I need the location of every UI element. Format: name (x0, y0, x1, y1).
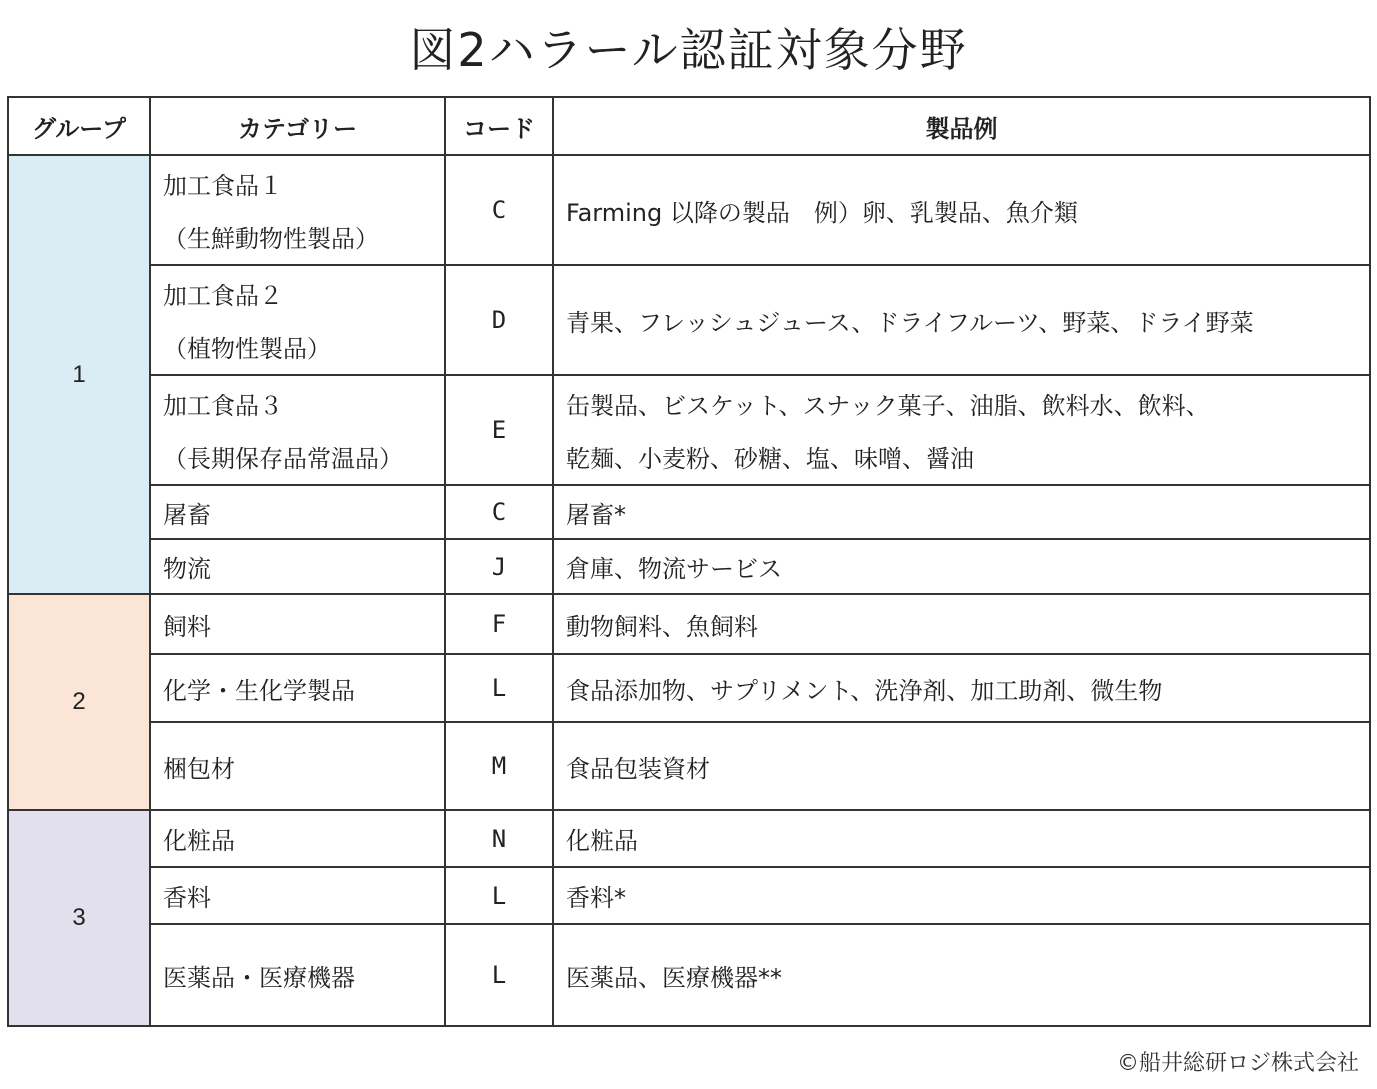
table-header-row (8, 97, 1370, 155)
copyright-text: ©船井総研ロジ株式会社 (1116, 1051, 1359, 1076)
category-cell (150, 155, 445, 265)
group-3-cell: 3 (8, 810, 150, 1026)
code-cell: E (445, 375, 553, 485)
code-cell: L (445, 867, 553, 924)
category-cell: 屠畜 (150, 485, 445, 539)
examples-cell: 医薬品、医療機器** (553, 924, 1370, 1026)
category-cell: 飼料 (150, 594, 445, 654)
examples-cell: 香料* (553, 867, 1370, 924)
examples-cell: 青果、フレッシュジュース、ドライフルーツ、野菜、ドライ野菜 (553, 265, 1370, 375)
category-sublabel: （長期保存品常温品） (163, 445, 403, 473)
table-row (8, 155, 1370, 265)
examples-line-1: 缶製品、ビスケット、スナック菓子、油脂、飲料水、飲料、 (566, 392, 1210, 420)
header-code: コード (445, 97, 553, 155)
category-label: 加工食品２ (163, 282, 283, 310)
examples-cell: 化粧品 (553, 810, 1370, 867)
category-sublabel: （生鮮動物性製品） (163, 225, 379, 253)
examples-cell: Farming 以降の製品 例）卵、乳製品、魚介類 (553, 155, 1370, 265)
category-cell: 化粧品 (150, 810, 445, 867)
examples-line-2: 乾麺、小麦粉、砂糖、塩、味噌、醤油 (566, 445, 974, 473)
table-row (8, 539, 1370, 594)
code-cell: N (445, 810, 553, 867)
code-cell: C (445, 155, 553, 265)
code-cell: F (445, 594, 553, 654)
table-row (8, 594, 1370, 654)
category-cell: 化学・生化学製品 (150, 654, 445, 722)
header-group: グループ (8, 97, 150, 155)
header-examples: 製品例 (553, 97, 1370, 155)
examples-cell: 倉庫、物流サービス (553, 539, 1370, 594)
category-label: 加工食品１ (163, 172, 283, 200)
halal-certification-table (7, 96, 1371, 1027)
examples-cell: 食品包装資材 (553, 722, 1370, 810)
table-row (8, 924, 1370, 1026)
table-row (8, 810, 1370, 867)
code-cell: D (445, 265, 553, 375)
examples-cell: 食品添加物、サプリメント、洗浄剤、加工助剤、微生物 (553, 654, 1370, 722)
code-cell: L (445, 654, 553, 722)
header-category: カテゴリー (150, 97, 445, 155)
table-row (8, 654, 1370, 722)
code-cell: J (445, 539, 553, 594)
category-cell (150, 375, 445, 485)
examples-cell: 屠畜* (553, 485, 1370, 539)
table-row (8, 265, 1370, 375)
table-row (8, 867, 1370, 924)
code-cell: L (445, 924, 553, 1026)
category-cell: 梱包材 (150, 722, 445, 810)
category-cell: 物流 (150, 539, 445, 594)
category-cell: 香料 (150, 867, 445, 924)
category-cell (150, 265, 445, 375)
category-sublabel: （植物性製品） (163, 335, 331, 363)
examples-cell (553, 375, 1370, 485)
page-title: 図2ハラール認証対象分野 (409, 23, 968, 77)
category-label: 加工食品３ (163, 392, 283, 420)
group-1-cell: 1 (8, 155, 150, 594)
examples-cell: 動物飼料、魚飼料 (553, 594, 1370, 654)
category-cell: 医薬品・医療機器 (150, 924, 445, 1026)
table-row (8, 485, 1370, 539)
code-cell: M (445, 722, 553, 810)
table-row (8, 722, 1370, 810)
table-row (8, 375, 1370, 485)
code-cell: C (445, 485, 553, 539)
group-2-cell: 2 (8, 594, 150, 810)
